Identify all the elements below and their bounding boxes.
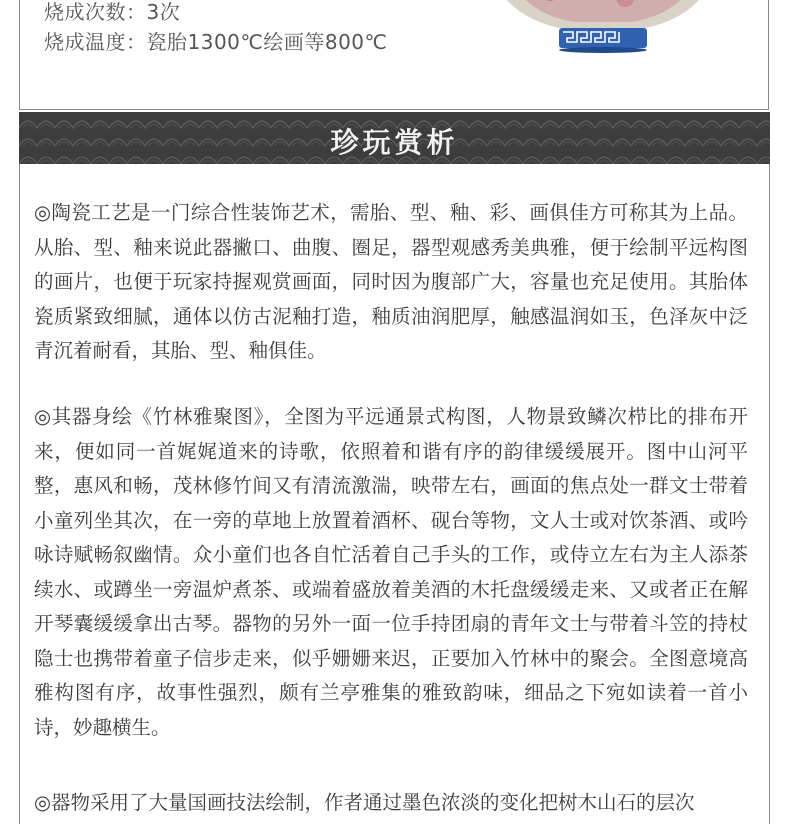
article-body [19,164,770,824]
firing-temperature: 烧成温度：瓷胎1300℃绘画等800℃ [44,30,388,54]
firing-count: 烧成次数：3次 [44,0,181,24]
specs-panel [19,0,769,110]
section-title: 珍玩赏析 [330,126,459,159]
paragraph-painting: ◎其器身绘《竹林雅聚图》，全图为平远通景式构图，人物景致鳞次栉比的排布开来，便如同一首娓娓道来的诗歌，依照着和谐有序的韵律缓缓展开。图中山河平整，惠风和畅，茂林修竹间又有清流激湍，映带左右，画面的焦点处一群文士带着小童列坐其次，在一旁的草地上放置着酒杯、砚台等物，文人士或对饮茶酒、或吟咏诗赋畅叙幽情。众小童们也各自忙活着自己手头的工作，或侍立左右为主人添茶续水、或蹲坐一旁温炉煮茶、或端着盛放着美酒的木托盘缓缓走来、又或者正在解开琴囊缓缓拿出古琴。器物的另外一面一位手持团扇的青年文士与带着斗笠的持杖隐士也携带着童子信步走来，似乎姗姗来迟，正要加入竹林中的聚会。全图意境高雅构图有序，故事性强烈，颇有兰亭雅集的雅致韵味，细品之下宛如读着一首小诗，妙趣横生。 [34,405,748,739]
paragraph-technique: ◎器物采用了大量国画技法绘制，作者通过墨色浓淡的变化把树木山石的层次 [34,791,695,814]
section-banner [19,112,770,164]
vase-image [475,0,730,58]
paragraph-craftsmanship: ◎陶瓷工艺是一门综合性装饰艺术，需胎、型、釉、彩、画俱佳方可称其为上品。从胎、型、釉来说此器撇口、曲腹、圈足，器型观感秀美典雅，便于绘制平远构图的画片，也便于玩家持握观赏画面，同时因为腹部广大，容量也充足使用。其胎体瓷质紧致细腻，通体以仿古泥釉打造，釉质油润肥厚，触感温润如玉，色泽灰中泛青沉着耐看，其胎、型、釉俱佳。 [34,201,748,362]
